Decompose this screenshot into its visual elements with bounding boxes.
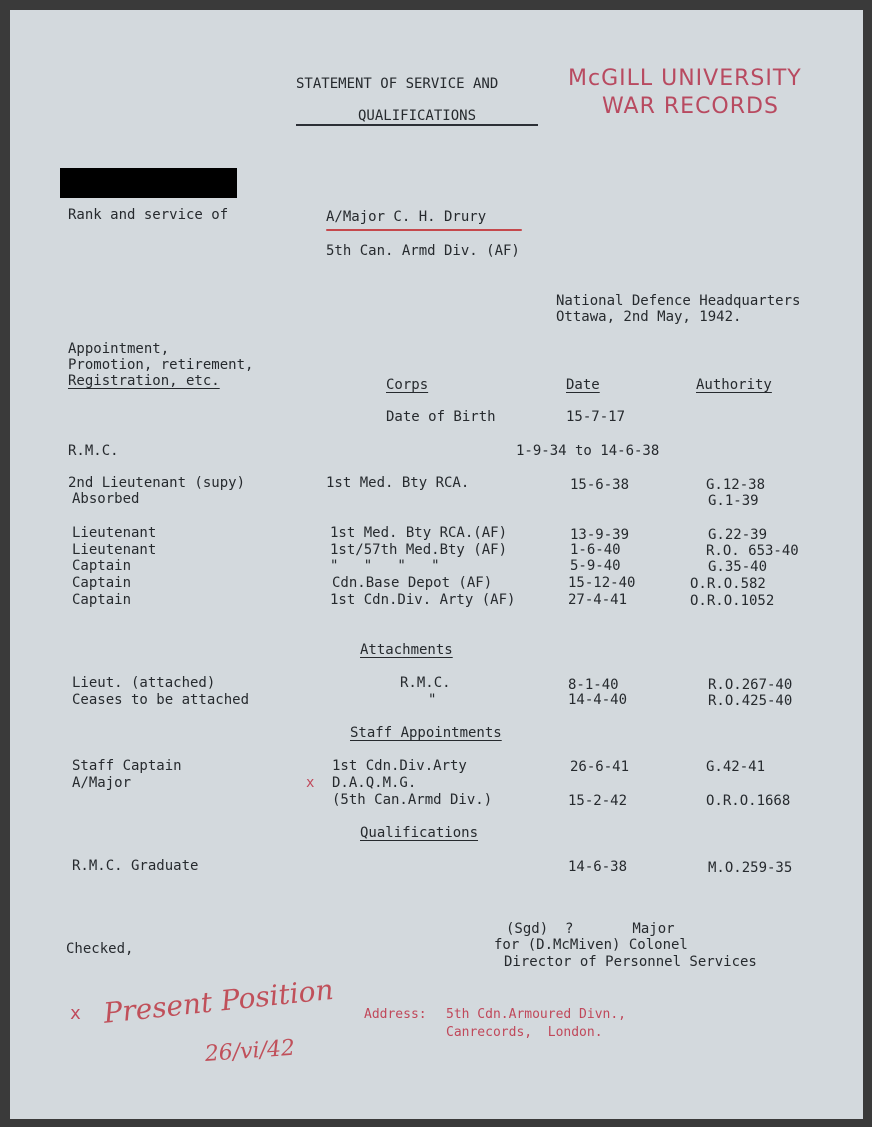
row-role: Ceases to be attached xyxy=(72,692,250,708)
stamp-line-2: WAR RECORDS xyxy=(602,94,779,119)
row-corps: 1st/57th Med.Bty (AF) xyxy=(330,542,508,558)
row-authority: R.O.267-40 xyxy=(708,677,793,693)
title-rule xyxy=(296,124,538,126)
qualifications-heading: Qualifications xyxy=(360,825,479,841)
row-date: 8-1-40 xyxy=(568,677,619,693)
handwritten-note: Present Position xyxy=(101,972,335,1030)
row-corps: 1st Cdn.Div. Arty (AF) xyxy=(330,592,516,608)
col-appointment-3: Registration, etc. xyxy=(68,373,220,389)
row-corps: 1st Med. Bty RCA. xyxy=(326,475,470,491)
row-corps: R.M.C. xyxy=(400,675,451,691)
row-corps: D.A.Q.M.G. xyxy=(332,775,417,791)
row-role: Lieut. (attached) xyxy=(72,675,216,691)
row-role: R.M.C. Graduate xyxy=(72,858,199,874)
row-date: 13-9-39 xyxy=(570,527,630,543)
name-underline xyxy=(326,229,522,231)
row-role: Captain xyxy=(72,575,132,591)
staff-heading: Staff Appointments xyxy=(350,725,502,741)
rank-label: Rank and service of xyxy=(68,207,229,223)
row-role: Lieutenant xyxy=(72,525,157,541)
rmc-label: R.M.C. xyxy=(68,443,119,459)
handwritten-date: 26/vi/42 xyxy=(204,1035,296,1067)
row-authority: R.O.425-40 xyxy=(708,693,793,709)
address-label: Address: xyxy=(364,1007,427,1022)
row-authority: G.12-38 xyxy=(706,477,766,493)
row-date: 27-4-41 xyxy=(568,592,628,608)
row-date: 1-6-40 xyxy=(570,542,621,558)
origin-office: National Defence Headquarters xyxy=(556,293,801,309)
row-authority: O.R.O.1668 xyxy=(706,793,791,809)
row-date: 26-6-41 xyxy=(570,759,630,775)
document-page xyxy=(10,10,863,1119)
row-corps: " " " " xyxy=(330,558,440,574)
row-authority: R.O. 653-40 xyxy=(706,543,799,559)
row-role: Captain xyxy=(72,558,132,574)
attachments-heading: Attachments xyxy=(360,642,453,658)
document-title: STATEMENT OF SERVICE AND xyxy=(296,76,499,92)
row-role: Absorbed xyxy=(72,491,140,507)
row-authority: G.1-39 xyxy=(708,493,759,509)
col-appointment-1: Appointment, xyxy=(68,341,170,357)
col-appointment-2: Promotion, retirement, xyxy=(68,357,254,373)
row-date: 5-9-40 xyxy=(570,558,621,574)
row-date: 15-12-40 xyxy=(568,575,636,591)
checked-label: Checked, xyxy=(66,941,134,957)
col-authority: Authority xyxy=(696,377,772,393)
row-date: 15-2-42 xyxy=(568,793,628,809)
row-corps: 1st Med. Bty RCA.(AF) xyxy=(330,525,508,541)
row-role: A/Major xyxy=(72,775,132,791)
birth-date: 15-7-17 xyxy=(566,409,626,425)
row-corps: Cdn.Base Depot (AF) xyxy=(332,575,493,591)
row-role: 2nd Lieutenant (supy) xyxy=(68,475,246,491)
signature-title: Director of Personnel Services xyxy=(504,954,757,970)
row-role: Staff Captain xyxy=(72,758,182,774)
row-authority: M.O.259-35 xyxy=(708,860,793,876)
col-corps: Corps xyxy=(386,377,429,393)
subject-unit: 5th Can. Armd Div. (AF) xyxy=(326,243,520,259)
row-role: Lieutenant xyxy=(72,542,157,558)
row-corps: 1st Cdn.Div.Arty xyxy=(332,758,467,774)
stamp-line-1: McGILL UNIVERSITY xyxy=(568,66,802,91)
document-subtitle: QUALIFICATIONS xyxy=(358,108,477,124)
address-line-1: 5th Cdn.Armoured Divn., xyxy=(446,1007,627,1022)
row-role: Captain xyxy=(72,592,132,608)
signature-sgd: (Sgd) ? Major xyxy=(506,921,675,937)
row-date: 14-4-40 xyxy=(568,692,628,708)
row-authority: O.R.O.1052 xyxy=(690,593,775,609)
rmc-dates: 1-9-34 to 14-6-38 xyxy=(516,443,660,459)
row-date: 14-6-38 xyxy=(568,859,628,875)
row-date: 15-6-38 xyxy=(570,477,630,493)
row-corps: " xyxy=(428,692,437,708)
birth-label: Date of Birth xyxy=(386,409,496,425)
row-authority: G.22-39 xyxy=(708,527,768,543)
col-date: Date xyxy=(566,377,600,393)
row-corps-continued: (5th Can.Armd Div.) xyxy=(332,792,493,808)
signature-for: for (D.McMiven) Colonel xyxy=(494,937,688,953)
annotation-x-mark: x xyxy=(70,1003,81,1024)
address-line-2: Canrecords, London. xyxy=(446,1025,603,1040)
origin-place-date: Ottawa, 2nd May, 1942. xyxy=(556,309,742,325)
row-authority: O.R.O.582 xyxy=(690,576,766,592)
row-authority: G.35-40 xyxy=(708,559,768,575)
subject-name: A/Major C. H. Drury xyxy=(326,209,487,225)
row-authority: G.42-41 xyxy=(706,759,766,775)
redaction-bar xyxy=(60,168,237,198)
x-mark: x xyxy=(306,775,315,791)
